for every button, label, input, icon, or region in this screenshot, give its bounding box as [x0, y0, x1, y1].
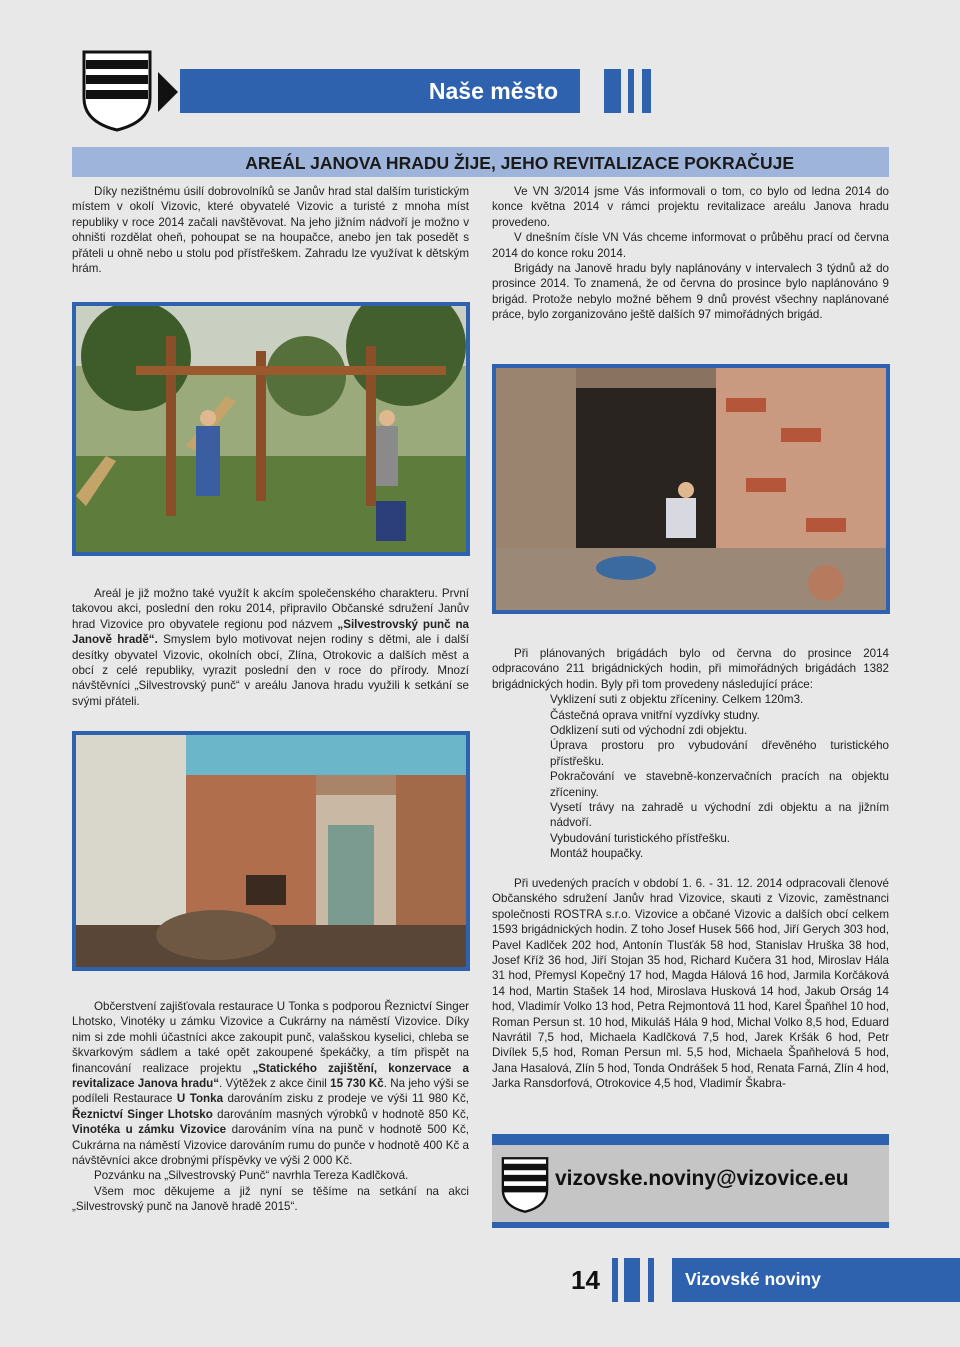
- restaurant-name: U Tonka: [176, 1092, 224, 1106]
- butcher-name: Řeznictví Singer Lhotsko: [72, 1107, 213, 1121]
- photo-brick-wall: [492, 364, 890, 614]
- work-item: Vysetí trávy na zahradě u východní zdi objektu a na jižním nádvoří.: [550, 801, 889, 830]
- refresh-text-1: Občerstvení zajišťovala restaurace U Tonka s podporou Řeznictví Singer Lhotsko, Vinotéky u zámku Vizovice a Cukrárny na náměstí Vizovice. Díky nim si zde mohli účastníci akce zakoupit punč, valašskou kyselici, chleba se škvarkovým sádlem a také opět zakoupené špekáčky, a tím přispět na financování realizace projektu: [72, 1000, 469, 1075]
- footer-bar: [672, 1258, 960, 1302]
- left-intro: [72, 184, 469, 276]
- section-title: Naše město: [428, 78, 558, 104]
- right-paragraph-3: Brigády na Janově hradu byly naplánovány v intervalech 3 týdnů až do prosince 2014. To znamená, že od června do prosince bylo naplánováno 9 brigád. Protože nebylo možné během 9 dnů provést všechny naplánované práce, bylo zorganizováno ještě dalších 97 mimořádných brigád.: [492, 262, 889, 322]
- header-stripe-1: [604, 69, 621, 113]
- header-stripe-2: [628, 69, 634, 113]
- right-workers: [492, 876, 889, 1092]
- refresh-text-3: . Na jeho výši se podíleli Restaurace: [72, 1077, 469, 1106]
- work-item: Vybudování turistického přístřešku.: [550, 831, 731, 845]
- refresh-text-6: darováním vína na punč v hodnotě 500 Kč, Cukrárna na náměstí Vizovice darováním rumu do punče v hodnotě 400 Kč a návštěvníci akce drobnými příspěvky ve výši 2 000 Kč.: [72, 1123, 469, 1168]
- article-title: AREÁL JANOVA HRADU ŽIJE, JEHO REVITALIZACE POKRAČUJE: [245, 153, 794, 173]
- invitation-paragraph: Pozvánku na „Silvestrovský Punč“ navrhla Tereza Kadlčková.: [94, 1169, 409, 1183]
- refresh-text-4: darováním zisku z prodeje ve výši 11 980 Kč,: [223, 1092, 470, 1106]
- article-title-bar: [72, 147, 889, 177]
- right-works: [492, 646, 889, 862]
- publication-name: Vizovské noviny: [685, 1269, 821, 1289]
- header-logo: [82, 50, 152, 132]
- contact-box: [492, 1134, 889, 1228]
- right-paragraph-2: V dnešním čísle VN Vás chceme informovat o průběhu prací od června 2014 do konce roku 2014.: [492, 231, 889, 260]
- photo-ruin-door: [72, 731, 470, 971]
- right-intro: [492, 184, 889, 323]
- workers-paragraph: Při uvedených pracích v období 1. 6. - 31. 12. 2014 odpracovali členové Občanského sdružení Janův hrad Vizovice, skauti z Vizovic, zaměstnanci společnosti ROSTRA s.r.o. Vizovice a občané Vizovic a dalších obcí celkem 1593 brigádnických hodin. Z toho Josef Husek 566 hod, Jiří Gerych 303 hod, Pavel Kadlček 202 hod, Antonín Tlusťák 58 hod, Stanislav Hruška 38 hod, Josef Kříž 36 hod, Jiří Stojan 35 hod, Richard Kučera 31 hod, Miroslav Hála 31 hod, Přemysl Kopečný 17 hod, Magda Hálová 16 hod, Jarmila Korčáková 14 hod, Martin Stašek 14 hod, Miroslava Husková 14 hod, Jakub Orság 14 hod, Vladimír Volko 13 hod, Petra Rejmontová 11 hod, Karel Špaňhel 10 hod, Roman Persun st. 10 hod, Mikuláš Hála 9 hod, Michal Volko 8,5 hod, Eduard Navrátil 7,5 hod, Michaela Kadlčková 7,5 hod, Jarek Kršák 6 hod, Petr Divílek 5,5 hod, Roman Persun ml. 5,5 hod, Michaela Špaňhelová 5 hod, Jana Hasalová, Zlín 5 hod, Tonda Ondrášek 5 hod, Renata Farná, Zlín 4 hod, Jarka Ransdorfová, Otrokovice 4,5 hod, Vladimír Škabra-: [492, 877, 889, 1091]
- event-name: „Silvestrovský punč na Janově hradě“.: [72, 617, 469, 647]
- right-paragraph-1: Ve VN 3/2014 jsme Vás informovali o tom, co bylo od ledna 2014 do konce května 2014 v rámci projektu revitalizace areálu Janova hradu provedeno.: [492, 185, 889, 229]
- refresh-paragraph: [72, 999, 469, 1168]
- contact-email-link[interactable]: vizovske.noviny@vizovice.eu: [555, 1167, 849, 1190]
- vizovice-coat-of-arms-icon: [501, 1156, 549, 1214]
- intro-paragraph: Díky nezištnému úsilí dobrovolníků se Janův hrad stal dalším turistickým místem v okolí Vizovic, které obyvatelé Vizovic a turisté z mnoha míst republiky v roce 2014 začali navštěvovat. Na jeho jižním nádvoří je možno v ohništi rozdělat oheň, pohoupat se na houpačce, anebo jen tak posedět s přáteli u ohně nebo u stolu pod přístřeškem. Zahradu lze využívat k dětským hrám.: [72, 185, 469, 276]
- footer-stripe-3: [648, 1258, 654, 1302]
- thanks-paragraph: Všem moc děkujeme a již nyní se těšíme na setkání na akci „Silvestrovský punč na Janově hradě 2015“.: [72, 1184, 469, 1214]
- header-bar: [180, 69, 580, 113]
- footer-stripe-1: [612, 1258, 618, 1302]
- left-refresh: [72, 999, 469, 1215]
- work-item: Odklizení suti od východní zdi objektu.: [550, 724, 748, 738]
- left-event: [72, 586, 469, 709]
- total-amount: 15 730 Kč: [330, 1077, 384, 1091]
- photo-wooden-frame: [72, 302, 470, 556]
- event-text-1: Areál je již možno také využít k akcím společenského charakteru. První takovou akci, poslední den roku 2014, připravilo Občanské sdružení Janův hrad Vizovice pro obyvatele regionu pod názvem: [72, 587, 469, 631]
- event-paragraph: [72, 586, 469, 709]
- work-item: Vyklizení suti z objektu zříceniny. Celkem 120m3.: [550, 693, 804, 707]
- hours-paragraph: Při plánovaných brigádách bylo od června do prosince 2014 odpracováno 211 brigádnických hodin, při mimořádných brigádách 1382 brigádnických hodin. Byly při tom provedeny následující práce:: [492, 647, 889, 691]
- page-number: 14: [571, 1265, 600, 1295]
- footer-stripe-2: [624, 1258, 640, 1302]
- header-stripe-3: [642, 69, 651, 113]
- refresh-text-5: darováním masných výrobků v hodnotě 850 Kč,: [212, 1107, 469, 1121]
- vizovice-coat-of-arms-icon: [82, 50, 152, 132]
- project-name: „Statického zajištění, konzervace a revitalizace Janova hradu“: [72, 1061, 469, 1091]
- work-item: Pokračování ve stavebně-konzervačních pracích na objektu zříceniny.: [550, 770, 889, 799]
- event-text-2: Smyslem bylo motivovat nejen rodiny s dětmi, ale i další desítky obyvatel Vizovic, okolních obcí, Zlína, Otrokovic a dalších měst a obcí z celé republiky, vyrazit poslední den v roce do přírody. Mnozí návštěvníci „Silvestrovský punč“ v areálu Janova hradu využili k setkání se svými přáteli.: [72, 633, 469, 708]
- refresh-text-2: . Výtěžek z akce činil: [219, 1077, 331, 1091]
- work-item: Částečná oprava vnitřní vyzdívky studny.: [550, 708, 760, 722]
- wine-shop-name: Vinotéka u zámku Vizovice: [72, 1123, 227, 1137]
- header-arrow: [158, 72, 178, 112]
- work-item: Montáž houpačky.: [550, 847, 644, 861]
- work-item: Úprava prostoru pro vybudování dřevěného turistického přístřešku.: [550, 739, 889, 768]
